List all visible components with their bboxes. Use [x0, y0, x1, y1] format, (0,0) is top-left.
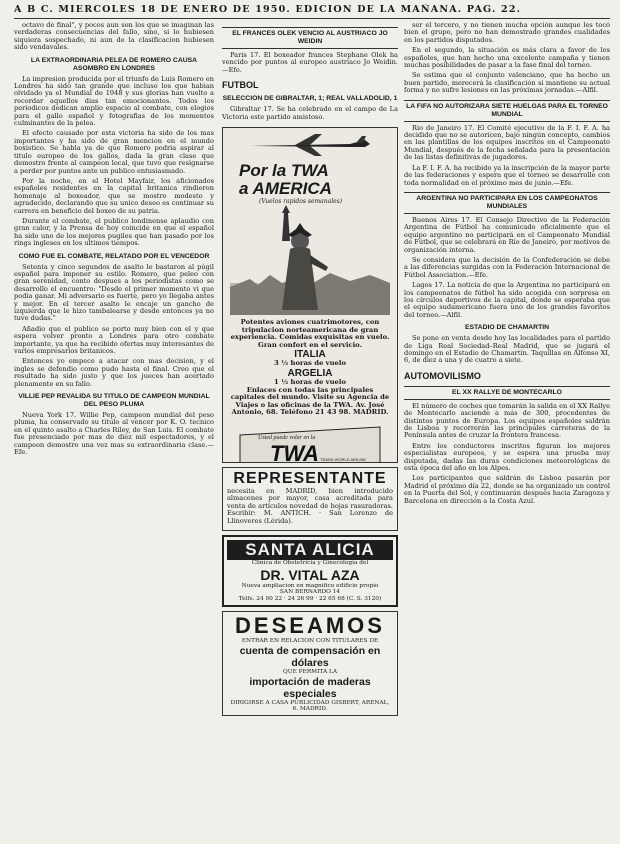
- article-headline: SELECCION DE GIBRALTAR, 1; REAL VALLADOLID, 1: [222, 95, 398, 103]
- article-paragraph: Se estima que el conjunto valenciano, que ha hecho un buen partido, merecerá la clasificación si mantiene su actual forma y no sufre lesiones en las próximas jornadas.—Alfil.: [404, 71, 610, 95]
- twa-advertisement: [222, 127, 398, 463]
- article-paragraph: ser el tercero, y no tienen mucha opción aunque les tocó bien el grupo, pero no han demostrado grandes cualidades en los partidos disputados.: [404, 22, 610, 44]
- article-paragraph: Entonces yo empece a atacar con mas decision, y el ingles se defendio como pudo hasta el final. Creo que el resultado ha sido justo y que los jueces han acertado plenamente en su fallo.: [14, 357, 214, 388]
- article-headline: VILLIE PEP REVALIDA SU TITULO DE CAMPEON MUNDIAL DEL PESO PLUMA: [18, 393, 210, 409]
- twa-badge-brand: TWA: [270, 440, 319, 464]
- twa-subtitle: (Vuelos rapidos semanales): [259, 198, 343, 206]
- page-header: A B C. MIERCOLES 18 DE ENERO DE 1950. EDICION DE LA MAÑANA. PAG. 22.: [14, 4, 522, 15]
- santa-alicia-ad: [222, 535, 398, 607]
- article-headline: LA FIFA NO AUTORIZARA SIETE HUELGAS PARA EL TORNEO MUNDIAL: [404, 100, 610, 122]
- article-headline: COMO FUE EL COMBATE, RELATADO POR EL VENCEDOR: [18, 252, 210, 260]
- twa-destination-2-time: 1 ½ horas de vuelo: [274, 378, 346, 386]
- deseamos-ad: [222, 611, 398, 715]
- representante-ad: [222, 467, 398, 531]
- santa-alicia-phones: Telfs. 24 00 22 · 24 26 99 · 22 65 68 (C. S. 3120): [238, 595, 382, 602]
- twa-footer: Enlaces con todas las principales capitales del mundo. Visite su Agencia de Viajes o las oficinas de la TWA. Av. José Antonio, 68. Teléfono 21 43 98. MADRID.: [230, 385, 390, 417]
- section-title: AUTOMOVILISMO: [404, 370, 481, 381]
- deseamos-big1: cuenta de compensación en dólares: [239, 645, 381, 670]
- article-paragraph: En el segundo, la situación es más clara a favor de los españoles, que han hecho una excelente campaña y tienen muchas posibilidades de pasar a la fase final del torneo.: [404, 46, 610, 70]
- article-headline: EL XX RALLYE DE MONTECARLO: [404, 386, 610, 400]
- article-paragraph: El número de coches que tomarán la salida en el XX Rallye de Montecarlo asciende a más de 300, procedentes de distintos puntos de Europa. Los equipos españoles saldrán de Lisboa y recorrerán las principales carreteras de la Península antes de cruzar la frontera francesa.: [404, 401, 610, 440]
- article-paragraph: El efecto causado por esta victoria ha sido de los mas importantes y ha sido de gran mencion en el mundo boxistico. Se habla ya de que Romero podria aspirar al titulo europeo de los gallos, dada la gran clase que demostro frente al campeon local, que tuvo que resignarse a perder por puntos ante un publico entusiasmado.: [14, 129, 214, 175]
- article-paragraph: Añadio que el publico se porto muy bien con el y que espera volver pronto a Londres para otro combate importante, ya que ha recibido ofertas muy interesantes de varios empresarios britanicos.: [14, 324, 214, 356]
- deseamos-big2: importación de maderas especiales: [249, 675, 371, 700]
- column-1: [14, 22, 214, 840]
- representante-title: REPRESENTANTE: [233, 470, 387, 488]
- article-paragraph: Se considera que la decisión de la Confederación se debe a las diferencias surgidas con la Federación Internacional de Fútbol Association.—Efe.: [404, 255, 610, 279]
- section-title: FUTBOL: [222, 80, 259, 91]
- twa-destination-2: ARGELIA: [287, 368, 333, 379]
- article-headline: LA EXTRAORDINARIA PELEA DE ROMERO CAUSA ASOMBRO EN LONDRES: [30, 56, 198, 72]
- header-rule: [14, 18, 610, 19]
- column-3: [404, 22, 610, 840]
- twa-destination-1-time: 3 ½ horas de vuelo: [274, 359, 346, 368]
- twa-badge-sub: TRANS WORLD AIRLINE: [320, 456, 367, 462]
- twa-badge-top: Usted puede volar en la: [258, 434, 316, 441]
- article-paragraph: octavo de final", y pocos aun son los que se imaginan las verdaderas consecuencias del fallo, sino, si lo hubiesen siquiera sospechado, ni aun de la clasificacion hubiesen sido vendavales.: [14, 22, 214, 52]
- article-paragraph: Los participantes que saldrán de Lisboa pasarán por Madrid el próximo día 22, donde se ha organizado un control en la Puerta del Sol, y continuarán después hacia Zaragoza y Barcelona en dirección a la Costa Azul.: [404, 474, 610, 505]
- article-paragraph: Durante el combate, el publico londinense aplaudio con gran calor, y la Prensa de hoy coincide en que el español ha sido uno de los mejores pugiles que han pasado por los rings ingleses en los ultimos tiempos.: [14, 216, 214, 248]
- article-headline: EL FRANCES OLEK VENCIO AL AUSTRIACO JO WEIDIN: [222, 27, 398, 49]
- twa-badge-logo: [229, 417, 391, 463]
- article-paragraph: Gibraltar 17. Se ha celebrado en el campo de La Victoria este partido amistoso.: [222, 105, 398, 121]
- santa-alicia-address: SAN BERNARDO 14: [279, 589, 341, 596]
- article-paragraph: Rio de Janeiro 17. El Comité ejecutivo de la F. I. F. A. ha decidido que no se autoricen, bajo ningún concepto, cambios en las plantillas de los equipos inscritos en el Campeonato Mundial, después de la fecha señalada para la presentación de las listas definitivas de jugadores.: [404, 123, 610, 162]
- santa-alicia-line2: Nueva ampliacion en magnifico edificio propio: [241, 582, 379, 589]
- article-paragraph: La impresion producida por el triunfo de Luis Romero en Londres ha sido tan grande que incluso los que habian olvidado ya el Mundial de 1948 y sus glorias han vuelto a recordar aquellos dias tan emocionantes. Todos los periodicos dedican amplio espacio al combate, con elogios para el gallo español y fotografias de los momentos culminantes de la pelea.: [14, 74, 214, 128]
- twa-destination-1: ITALIA: [294, 349, 326, 361]
- deseamos-line2: QUE PERMITA LA: [282, 669, 338, 676]
- santa-alicia-doctor: DR. VITAL AZA: [260, 566, 360, 583]
- representante-body: necesita en MADRID, bien introducido almacenes por mayor, casa acreditada para venta de artículos novedad de hojas rasuradoras. Escribir: M. ANTICH. · San Lorenzo de Llinoveres (Lérida).: [227, 487, 393, 525]
- santa-alicia-line1: Clinica de Obstetricia y Ginecologia del: [251, 560, 369, 567]
- deseamos-line3: DIRIGIRSE A CASA PUBLICIDAD GISBERT, ARENAL, 6. MADRID.: [230, 699, 390, 713]
- article-paragraph: Se pone en venta desde hoy las localidades para el partido de Liga Real Sociedad–Real Madrid, que se jugará el domingo en el Estadio de Chamartín. Taquillas en Alfonso XI, 6, de diez a una y de cuatro a siete.: [404, 334, 610, 365]
- article-paragraph: Setenta y cinco segundos de asalto le bastaron al púgil español para imponer su estilo. Romero, que peleo con gran serenidad, conto despues a los periodistas como se desarrollo el encuentro: "Desde el primer momento vi que podia ganar. Mi adversario es fuerte, pero yo llegaba antes y mejor. En el tercer asalto le encaje un gancho de izquierda que le hizo tambalearse y desde entonces ya no tuve dudas.": [14, 262, 214, 323]
- column-2: [222, 22, 398, 840]
- article-headline: ESTADIO DE CHAMARTIN: [464, 324, 550, 332]
- twa-title-line1: Por la TWA: [239, 161, 329, 181]
- airplane-icon: [229, 132, 391, 158]
- article-paragraph: Entre los conductores inscritos figuran los mejores especialistas europeos, y se espera una prueba muy disputada, dadas las duras condiciones meteorológicas de esta época del año en los Alpes.: [404, 441, 610, 473]
- article-paragraph: Por la noche, en el Hotel Mayfair, los aficionados españoles residentes en la capital britanica rindieron homenaje al boxeador, que se mostro modesto y agradecido, declarando que su unico deseo es continuar su carrera en beneficio del boxeo de su patria.: [14, 176, 214, 215]
- article-paragraph: Buenos Aires 17. El Consejo Directivo de la Federación Argentina de Fútbol ha comunicado oficialmente que el equipo argentino no participará en el Campeonato Mundial de Fútbol, que se celebrará en Río de Janeiro, por motivos de organización interna.: [404, 215, 610, 254]
- deseamos-title: DESEAMOS: [235, 613, 385, 639]
- twa-title-line2: a AMERICA: [239, 179, 332, 199]
- article-paragraph: Nueva York 17. Willie Pep, campeon mundial del peso pluma, ha conservado su titulo al vencer por K. O. tecnico en el quinto asalto a Charles Riley, de San Luis. El combate fue presenciado por mas de diez mil espectadores, y el campeon demostro una vez mas su extraordinaria clase.—Efe.: [14, 411, 214, 457]
- santa-alicia-title: SANTA ALICIA: [227, 540, 393, 560]
- article-headline: ARGENTINA NO PARTICIPARA EN LOS CAMPEONATOS MUNDIALES: [404, 192, 610, 214]
- twa-body: Potentes aviones cuatrimotores, con tripulacion norteamericana de gran experiencia. Comidas exquisitas en vuelo. Gran confort en el servicio.: [230, 318, 390, 349]
- deseamos-line1: ENTRAR EN RELACION CON TITULARES DE: [241, 638, 379, 645]
- article-paragraph: La F. I. F. A. ha recibido ya la inscripción de la mayor parte de las federaciones y espera que el torneo se desarrolle con toda normalidad en el próximo mes de junio.—Efe.: [404, 163, 610, 187]
- article-paragraph: Lagos 17. La noticia de que la Argentina no participará en los campeonatos de fútbol ha sido acogida con sorpresa en los círculos deportivos de la capital, donde se esperaba que el equipo sudamericano fuera uno de los grandes favoritos del torneo.—Alfil.: [404, 281, 610, 319]
- article-paragraph: Paris 17. El boxeador frances Stephane Olek ha vencido por puntos al europeo austriaco Jo Weidin.—Efe.: [222, 51, 398, 74]
- statue-of-liberty-icon: [229, 205, 391, 315]
